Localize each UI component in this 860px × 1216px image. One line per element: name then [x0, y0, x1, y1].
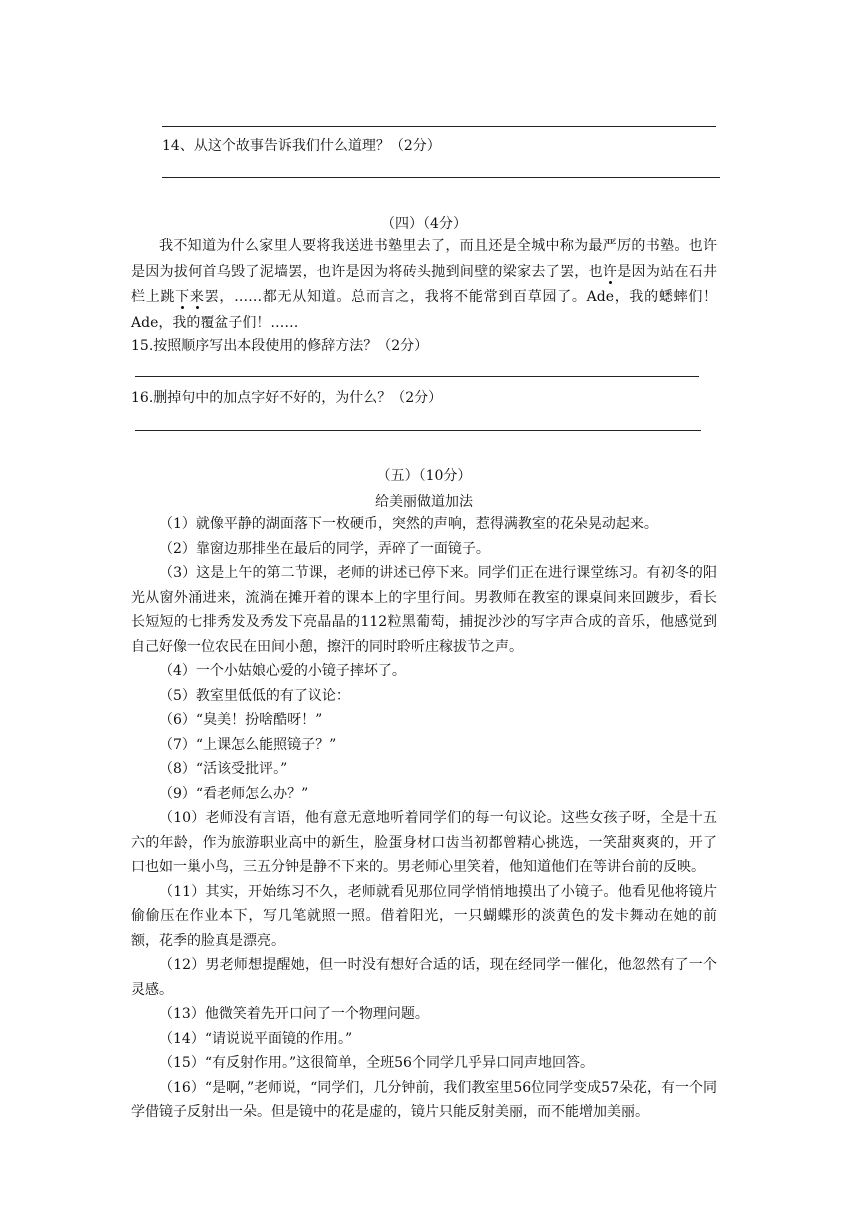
emphasis-mark: 下: [175, 289, 190, 305]
article-paragraph: （3）这是上午的第二节课，老师的讲述已停下来。同学们正在进行课堂练习。有初冬的阳光从窗外涌进来，流淌在摊开着的课本上的字里行间。男教师在教室的课桌间来回踱步，看长长短短的七排秀发及秀发下亮晶晶的112粒黑葡萄，捕捉沙沙的写字声合成的音乐，他感觉到自己好像一位农民在田间小憩，擦汗的同时聆听庄稼拔节之声。: [131, 565, 717, 655]
article-paragraph: （14）“请说说平面镜的作用。”: [159, 1030, 353, 1047]
emphasis-mark: 许: [602, 263, 618, 280]
question-16: 16.删掉句中的加点字好不好的，为什么？（2分）: [131, 390, 443, 406]
article-paragraph: （12）男老师想提醒她，但一时没有想好合适的话，现在经同学一催化，他忽然有了一个灵感。: [131, 957, 717, 998]
article-paragraph: （7）“上课怎么能照镜子？”: [159, 736, 337, 753]
article-paragraph: （9）“看老师怎么办？”: [159, 785, 309, 802]
article-paragraph: （6）“臭美！扮啥酷呀！”: [159, 712, 323, 728]
section-5-heading: （五）（10分）: [376, 468, 472, 484]
article-paragraph: （15）“有反射作用。”这很简单，全班56个同学几乎异口同声地回答。: [159, 1055, 594, 1071]
question-15: 15.按照顺序写出本段使用的修辞方法？（2分）: [131, 338, 429, 354]
article-paragraph: （10）老师没有言语，他有意无意地听着同学们的每一句议论。这些女孩子呀，全是十五六的年龄，作为旅游职业高中的新生，脸蛋身材口齿当初都曾精心挑选，一笑甜爽爽的，开了口也如一巢小鸟，三五分钟是静不下来的。男老师心里笑着，他知道他们在等讲台前的反映。: [131, 810, 717, 875]
answer-line: [162, 177, 720, 178]
article-paragraph: （1）就像平静的湖面落下一枚硬币，突然的声响，惹得满教室的花朵晃动起来。: [159, 516, 658, 532]
article-paragraph: （16）“是啊，”老师说，“同学们，几分钟前，我们教室里56位同学变成57朵花，有一个同学借镜子反射出一朵。但是镜中的花是虚的，镜片只能反射美丽，而不能增加美丽。: [131, 1079, 717, 1120]
article-paragraph: （13）他微笑着先开口问了一个物理问题。: [159, 1006, 429, 1022]
answer-line: [135, 376, 699, 377]
answer-line: [135, 430, 701, 431]
article-paragraph: （8）“活该受批评。”: [159, 761, 288, 777]
emphasis-mark: 来: [189, 289, 205, 305]
article-title: 给美丽做道加法: [375, 494, 473, 510]
question-14: 14、从这个故事告诉我们什么道理？（2分）: [162, 138, 441, 154]
article-body: [131, 512, 717, 1125]
section-4-heading: （四）（4分）: [381, 216, 467, 232]
article-paragraph: （5）教室里低低的有了议论：: [159, 687, 350, 704]
article-paragraph: （4）一个小姑娘心爱的小镜子摔坏了。: [159, 663, 406, 679]
answer-line: [162, 126, 716, 127]
section-4-passage: 我不知道为什么家里人要将我送进书塾里去了，而且还是全城中称为最严厉的书塾。也许是因为拔何首乌毁了泥墙罢，也许是因为将砖头抛到间壁的梁家去了罢，也许是因为站在石井栏上跳下来罢，……都无从知道。总而言之，我将不能常到百草园了。Ade，我的蟋蟀们！Ade，我的覆盆子们！……: [131, 238, 718, 331]
article-paragraph: （2）靠窗边那排坐在最后的同学，弄碎了一面镜子。: [159, 540, 490, 557]
article-paragraph: （11）其实，开始练习不久，老师就看见那位同学悄悄地摸出了小镜子。他看见他将镜片偷偷压在作业本下，写几笔就照一照。借着阳光，一只蝴蝶形的淡黄色的发卡舞动在她的前额，花季的脸真是漂亮。: [131, 883, 717, 949]
